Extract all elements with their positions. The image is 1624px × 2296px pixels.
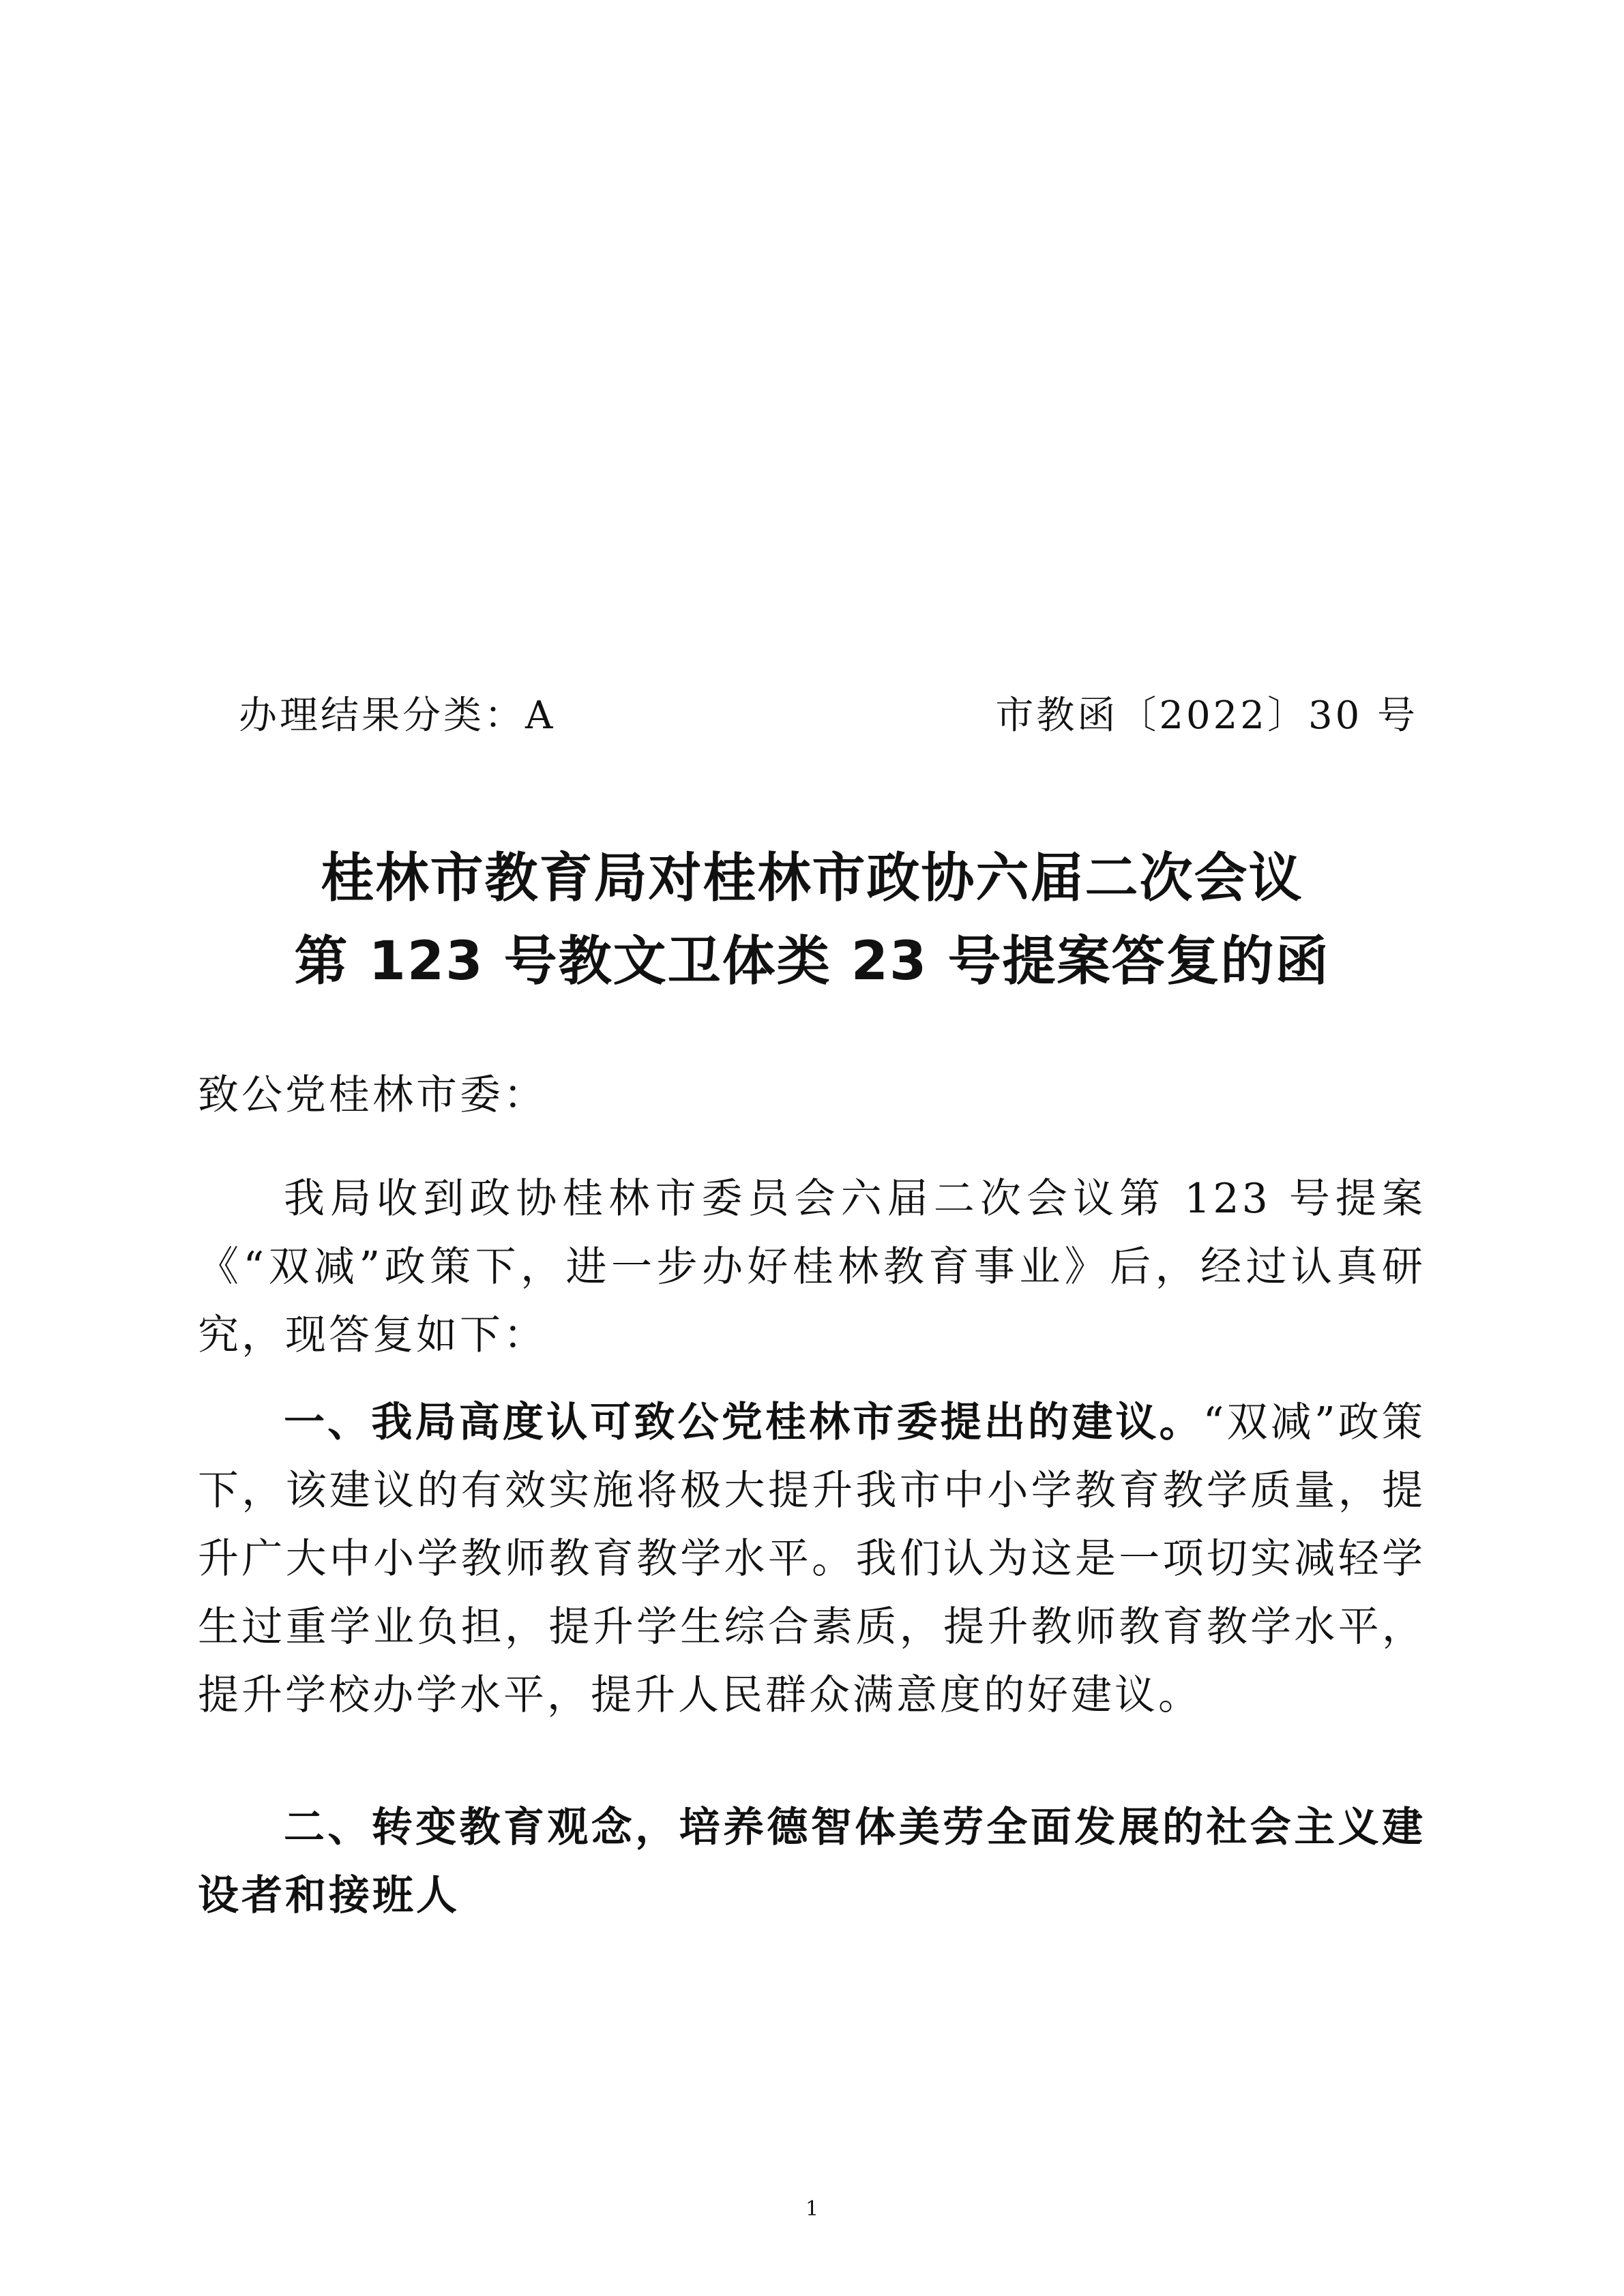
document-title-line-2: 第 123 号教文卫体类 23 号提案答复的函 xyxy=(294,931,1330,992)
document-number: 市教函〔2022〕30 号 xyxy=(995,694,1418,738)
paragraph-section-two-heading: 二、转变教育观念，培养德智体美劳全面发展的社会主义建设者和接班人 xyxy=(198,1804,1426,1920)
paragraph-section-one xyxy=(198,1388,1426,1729)
section-one-heading: 一、我局高度认可致公党桂林市委提出的建议。 xyxy=(284,1399,1203,1446)
paragraph-intro: 我局收到政协桂林市委员会六届二次会议第 123 号提案《“双减”政策下，进一步办好桂林教育事业》后，经过认真研究，现答复如下： xyxy=(198,1175,1426,1359)
section-one-text: “双减”政策下，该建议的有效实施将极大提升我市中小学教育教学质量，提升广大中小学教师教育教学水平。我们认为这是一项切实减轻学生过重学业负担，提升学生综合素质，提升教师教育教学水平，提升学校办学水平，提升人民群众满意度的好建议。 xyxy=(198,1399,1426,1719)
page-number: 1 xyxy=(805,2197,819,2221)
document-title-line-1: 桂林市教育局对桂林市政协六届二次会议 xyxy=(321,848,1303,909)
result-classification: 办理结果分类：A xyxy=(239,694,556,738)
salutation: 致公党桂林市委： xyxy=(198,1071,547,1119)
